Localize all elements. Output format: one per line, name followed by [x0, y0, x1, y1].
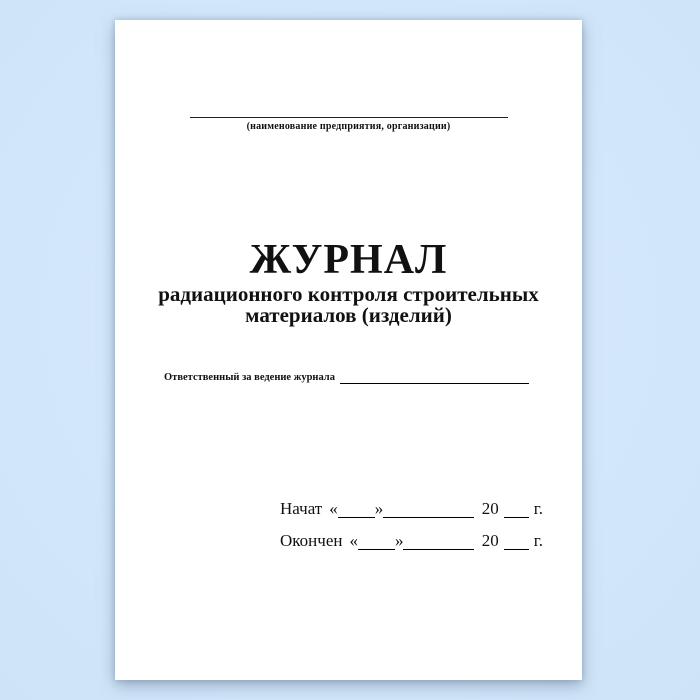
journal-subtitle-line-2: материалов (изделий): [245, 303, 452, 327]
responsible-label: Ответственный за ведение журнала: [164, 372, 335, 383]
organization-name-block: [115, 117, 582, 132]
finished-close-quote: »: [394, 531, 404, 550]
started-month-blank: [383, 500, 473, 518]
finished-year-suffix: г.: [533, 531, 543, 550]
organization-name-blank-line: [190, 117, 508, 118]
finished-year-prefix: 20: [481, 531, 499, 550]
journal-title: ЖУРНАЛ: [249, 237, 448, 283]
journal-subtitle: [115, 284, 582, 326]
started-year-blank: [504, 500, 529, 518]
finished-row: [280, 532, 543, 550]
started-day-blank: [338, 500, 375, 518]
started-close-quote: »: [374, 499, 384, 518]
started-row: [280, 500, 543, 518]
started-year-prefix: 20: [481, 499, 499, 518]
started-open-quote: «: [329, 499, 338, 518]
finished-open-quote: «: [349, 531, 358, 550]
finished-day-blank: [358, 532, 395, 550]
journal-cover-page: [115, 20, 582, 680]
organization-name-caption: (наименование предприятия, организации): [246, 121, 451, 132]
finished-year-blank: [504, 532, 529, 550]
responsible-row: [164, 371, 529, 384]
finished-label: Окончен: [280, 531, 343, 550]
started-label: Начат: [280, 499, 323, 518]
responsible-blank-line: [340, 371, 529, 384]
started-year-suffix: г.: [533, 499, 543, 518]
journal-subtitle-line-1: радиационного контроля строительных: [158, 282, 539, 306]
finished-month-blank: [403, 532, 473, 550]
